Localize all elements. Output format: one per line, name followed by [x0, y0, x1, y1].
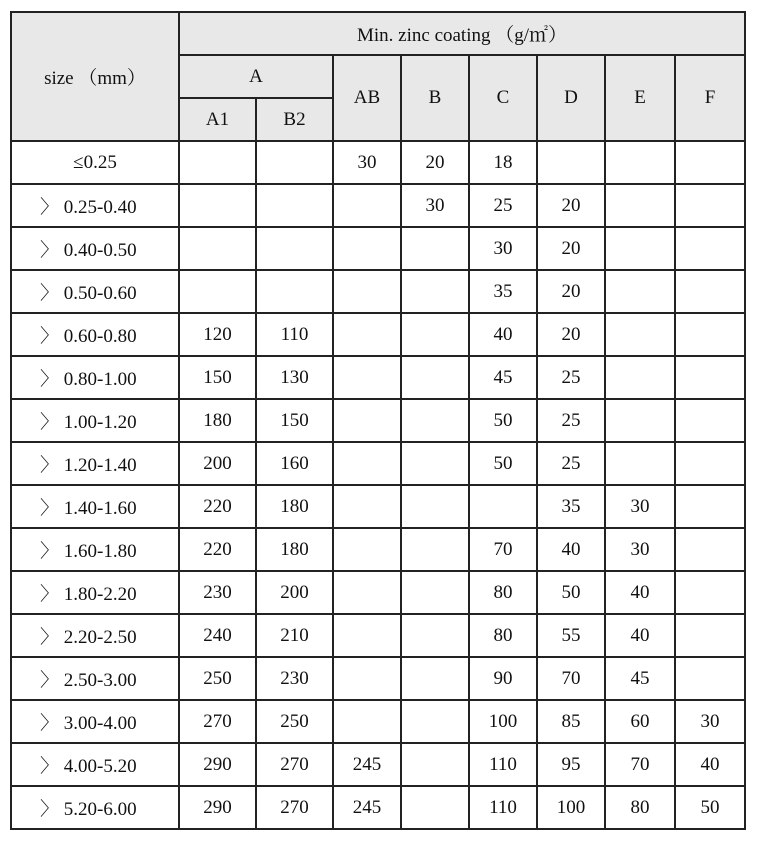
- coating-cell-c: 80: [469, 571, 537, 614]
- coating-cell-b2: 270: [256, 786, 333, 829]
- size-cell: 〉 0.50-0.60: [11, 270, 179, 313]
- coating-cell-a1: 220: [179, 485, 256, 528]
- coating-cell-e: 60: [605, 700, 675, 743]
- coating-cell-a1: 240: [179, 614, 256, 657]
- coating-cell-d: 50: [537, 571, 605, 614]
- table-row: [11, 141, 745, 184]
- coating-cell-c: 110: [469, 786, 537, 829]
- header-col-f: F: [675, 55, 745, 141]
- size-cell: 〉 2.20-2.50: [11, 614, 179, 657]
- coating-cell-c: 50: [469, 442, 537, 485]
- header-sub-a1: A1: [179, 98, 256, 141]
- coating-cell-ab: [333, 700, 401, 743]
- coating-cell-b: [401, 743, 469, 786]
- coating-cell-c: 45: [469, 356, 537, 399]
- coating-cell-ab: [333, 399, 401, 442]
- coating-cell-ab: [333, 442, 401, 485]
- coating-cell-a1: 180: [179, 399, 256, 442]
- size-cell: 〉 1.40-1.60: [11, 485, 179, 528]
- coating-cell-ab: [333, 270, 401, 313]
- coating-cell-a1: 290: [179, 743, 256, 786]
- coating-cell-b: [401, 571, 469, 614]
- coating-cell-b2: 210: [256, 614, 333, 657]
- size-cell: 〉 0.25-0.40: [11, 184, 179, 227]
- coating-cell-e: [605, 356, 675, 399]
- coating-cell-b: 30: [401, 184, 469, 227]
- coating-cell-e: 40: [605, 571, 675, 614]
- coating-cell-b: [401, 442, 469, 485]
- coating-cell-d: 100: [537, 786, 605, 829]
- coating-cell-ab: [333, 356, 401, 399]
- coating-cell-d: 20: [537, 184, 605, 227]
- coating-cell-d: 25: [537, 356, 605, 399]
- table-row: [11, 313, 745, 356]
- coating-cell-b: [401, 700, 469, 743]
- coating-cell-f: 50: [675, 786, 745, 829]
- coating-cell-ab: 245: [333, 786, 401, 829]
- coating-cell-f: [675, 485, 745, 528]
- coating-cell-b: [401, 399, 469, 442]
- coating-cell-d: 20: [537, 227, 605, 270]
- coating-cell-d: 20: [537, 313, 605, 356]
- table-row: [11, 700, 745, 743]
- coating-cell-c: 110: [469, 743, 537, 786]
- coating-cell-b2: 130: [256, 356, 333, 399]
- coating-cell-e: 70: [605, 743, 675, 786]
- coating-cell-ab: [333, 313, 401, 356]
- coating-cell-ab: [333, 614, 401, 657]
- coating-cell-b: [401, 356, 469, 399]
- zinc-coating-table: [10, 11, 746, 830]
- header-min-zinc-coating: Min. zinc coating （g/㎡）: [179, 12, 745, 55]
- coating-cell-b2: 180: [256, 485, 333, 528]
- coating-cell-ab: [333, 184, 401, 227]
- coating-cell-b: [401, 786, 469, 829]
- coating-cell-f: [675, 356, 745, 399]
- table-row: [11, 743, 745, 786]
- coating-cell-b2: 230: [256, 657, 333, 700]
- size-cell: 〉 0.60-0.80: [11, 313, 179, 356]
- coating-cell-b2: 200: [256, 571, 333, 614]
- coating-cell-f: 30: [675, 700, 745, 743]
- coating-cell-d: 85: [537, 700, 605, 743]
- size-cell: 〉 0.80-1.00: [11, 356, 179, 399]
- coating-cell-e: [605, 442, 675, 485]
- coating-cell-b2: 160: [256, 442, 333, 485]
- header-col-e: E: [605, 55, 675, 141]
- coating-cell-b2: [256, 270, 333, 313]
- table-row: [11, 528, 745, 571]
- coating-cell-a1: 250: [179, 657, 256, 700]
- coating-cell-e: [605, 313, 675, 356]
- coating-cell-d: 95: [537, 743, 605, 786]
- table-row: [11, 786, 745, 829]
- size-cell: 〉 3.00-4.00: [11, 700, 179, 743]
- coating-cell-a1: [179, 141, 256, 184]
- coating-cell-e: 30: [605, 485, 675, 528]
- header-sub-b2: B2: [256, 98, 333, 141]
- coating-cell-b: [401, 313, 469, 356]
- header-col-b: B: [401, 55, 469, 141]
- table-row: [11, 399, 745, 442]
- coating-cell-b: [401, 485, 469, 528]
- table-row: [11, 571, 745, 614]
- coating-cell-c: 80: [469, 614, 537, 657]
- coating-cell-b: [401, 270, 469, 313]
- size-cell: 〉 1.20-1.40: [11, 442, 179, 485]
- coating-cell-a1: [179, 184, 256, 227]
- coating-cell-b: 20: [401, 141, 469, 184]
- table-row: [11, 270, 745, 313]
- coating-cell-c: [469, 485, 537, 528]
- coating-cell-c: 35: [469, 270, 537, 313]
- coating-cell-b2: 250: [256, 700, 333, 743]
- coating-cell-e: 40: [605, 614, 675, 657]
- coating-cell-c: 70: [469, 528, 537, 571]
- header-col-d: D: [537, 55, 605, 141]
- coating-cell-a1: 120: [179, 313, 256, 356]
- coating-cell-e: 45: [605, 657, 675, 700]
- coating-cell-c: 50: [469, 399, 537, 442]
- coating-cell-c: 40: [469, 313, 537, 356]
- coating-cell-e: [605, 399, 675, 442]
- coating-cell-e: [605, 227, 675, 270]
- coating-cell-d: 25: [537, 399, 605, 442]
- coating-cell-f: [675, 270, 745, 313]
- coating-cell-b2: [256, 141, 333, 184]
- table-row: [11, 227, 745, 270]
- header-col-c: C: [469, 55, 537, 141]
- coating-cell-c: 30: [469, 227, 537, 270]
- coating-cell-b: [401, 657, 469, 700]
- coating-cell-ab: 30: [333, 141, 401, 184]
- table-body: [11, 141, 745, 829]
- table-row: [11, 614, 745, 657]
- coating-cell-b: [401, 227, 469, 270]
- coating-cell-e: [605, 184, 675, 227]
- coating-cell-b2: 270: [256, 743, 333, 786]
- coating-cell-f: [675, 528, 745, 571]
- coating-cell-f: [675, 227, 745, 270]
- coating-cell-b2: [256, 184, 333, 227]
- table-row: [11, 356, 745, 399]
- coating-cell-d: 40: [537, 528, 605, 571]
- size-cell: 〉 2.50-3.00: [11, 657, 179, 700]
- coating-cell-f: [675, 141, 745, 184]
- size-cell: 〉 1.60-1.80: [11, 528, 179, 571]
- coating-cell-e: 80: [605, 786, 675, 829]
- coating-cell-a1: 220: [179, 528, 256, 571]
- coating-cell-a1: 270: [179, 700, 256, 743]
- coating-cell-f: [675, 657, 745, 700]
- header-group-a: A: [179, 55, 333, 98]
- coating-cell-f: 40: [675, 743, 745, 786]
- coating-cell-ab: [333, 657, 401, 700]
- coating-cell-f: [675, 442, 745, 485]
- coating-cell-a1: 290: [179, 786, 256, 829]
- coating-cell-c: 18: [469, 141, 537, 184]
- coating-cell-f: [675, 399, 745, 442]
- coating-cell-b2: 180: [256, 528, 333, 571]
- coating-cell-b2: 110: [256, 313, 333, 356]
- coating-cell-d: [537, 141, 605, 184]
- coating-cell-b2: 150: [256, 399, 333, 442]
- coating-cell-a1: 150: [179, 356, 256, 399]
- coating-cell-f: [675, 571, 745, 614]
- coating-cell-ab: 245: [333, 743, 401, 786]
- coating-cell-f: [675, 184, 745, 227]
- table-row: [11, 442, 745, 485]
- coating-cell-d: 20: [537, 270, 605, 313]
- coating-cell-c: 90: [469, 657, 537, 700]
- table-row: [11, 657, 745, 700]
- coating-cell-a1: [179, 270, 256, 313]
- coating-cell-ab: [333, 227, 401, 270]
- coating-cell-d: 55: [537, 614, 605, 657]
- coating-cell-b2: [256, 227, 333, 270]
- size-cell: 〉 0.40-0.50: [11, 227, 179, 270]
- header-col-ab: AB: [333, 55, 401, 141]
- coating-cell-d: 25: [537, 442, 605, 485]
- coating-cell-b: [401, 528, 469, 571]
- coating-cell-e: [605, 270, 675, 313]
- coating-cell-d: 35: [537, 485, 605, 528]
- size-cell: 〉 1.00-1.20: [11, 399, 179, 442]
- coating-cell-e: 30: [605, 528, 675, 571]
- coating-cell-e: [605, 141, 675, 184]
- size-cell: 〉 5.20-6.00: [11, 786, 179, 829]
- coating-cell-c: 100: [469, 700, 537, 743]
- header-size: size （mm）: [11, 12, 179, 141]
- coating-cell-f: [675, 313, 745, 356]
- coating-cell-d: 70: [537, 657, 605, 700]
- coating-cell-c: 25: [469, 184, 537, 227]
- table-row: [11, 485, 745, 528]
- coating-cell-ab: [333, 485, 401, 528]
- size-cell: 〉 4.00-5.20: [11, 743, 179, 786]
- coating-cell-a1: 230: [179, 571, 256, 614]
- coating-cell-b: [401, 614, 469, 657]
- coating-cell-a1: [179, 227, 256, 270]
- coating-cell-ab: [333, 528, 401, 571]
- coating-cell-ab: [333, 571, 401, 614]
- table-row: [11, 184, 745, 227]
- coating-cell-f: [675, 614, 745, 657]
- coating-cell-a1: 200: [179, 442, 256, 485]
- size-cell: ≤0.25: [11, 141, 179, 184]
- size-cell: 〉 1.80-2.20: [11, 571, 179, 614]
